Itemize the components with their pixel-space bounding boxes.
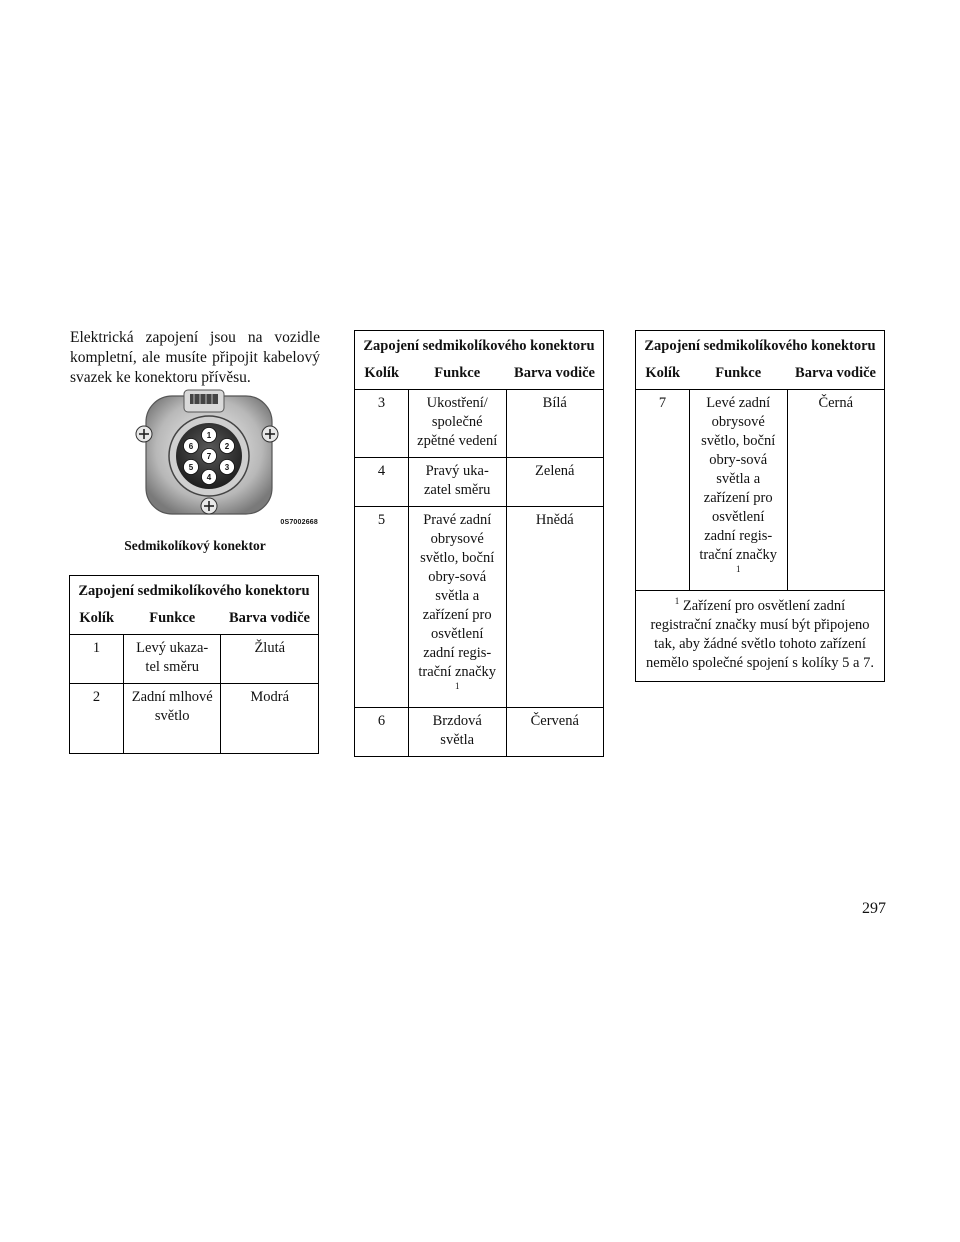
footnote-mark: 1 <box>674 596 680 606</box>
pin-label-5: 5 <box>188 463 194 472</box>
pin-number: 2 <box>70 684 124 754</box>
intro-paragraph: Elektrická zapojení jsou na vozidle kompletní, ale musíte připojit kabelový svazek ke konektoru přívěsu. <box>70 329 320 386</box>
pin-number: 3 <box>355 390 409 458</box>
table-row <box>355 507 604 708</box>
pin-number: 7 <box>658 395 667 411</box>
footnote-mark: 1 <box>454 681 460 691</box>
wire-color: Žlutá <box>221 635 319 684</box>
header-pin: Kolík <box>636 360 690 390</box>
table-title: Zapojení sedmikolíkového konektoru <box>363 338 595 354</box>
pin-label-6: 6 <box>188 442 194 451</box>
connector-figure <box>112 386 322 528</box>
pin-number: 4 <box>355 458 409 507</box>
pin-function: Ukostření/ společné zpětné vedení <box>408 390 506 458</box>
header-wire-color: Barva vodiče <box>787 360 884 390</box>
table-row <box>355 708 604 757</box>
header-function: Funkce <box>408 360 506 390</box>
table-title: Zapojení sedmikolíkového konektoru <box>644 338 876 354</box>
pin-function <box>408 507 506 708</box>
table-row <box>636 390 885 591</box>
pin-function <box>689 390 787 591</box>
pin-table-2 <box>354 330 604 757</box>
pin-table-1 <box>69 575 319 754</box>
seven-pin-connector-icon <box>132 388 302 522</box>
pin-label-7: 7 <box>206 452 212 461</box>
pin-function: Levý ukaza-tel směru <box>123 635 221 684</box>
table-footnote <box>636 591 885 682</box>
pin-function: Zadní mlhové světlo <box>123 684 221 754</box>
figure-code: 0S7002668 <box>280 519 318 526</box>
table-row <box>355 458 604 507</box>
pin-label-2: 2 <box>224 442 230 451</box>
pin-table-3 <box>635 330 885 682</box>
pin-function-text: Levé zadní obrysové světlo, boční obry-sová světla a zařízení pro osvětlení zadní regis-trační značky <box>699 395 778 563</box>
pin-number: 1 <box>70 635 124 684</box>
pin-number: 5 <box>355 507 409 708</box>
wire-color: Modrá <box>221 684 319 754</box>
pin-function: Pravý uka-zatel směru <box>408 458 506 507</box>
pin-label-1: 1 <box>206 431 212 440</box>
footnote-text: Zařízení pro osvětlení zadní registrační značky musí být připojeno tak, aby žádné světlo tohoto zařízení nemělo společné spojení s kolíky 5 a 7. <box>646 598 874 671</box>
pin-label-4: 4 <box>206 473 212 482</box>
header-function: Funkce <box>123 605 221 635</box>
footnote-mark: 1 <box>735 564 741 574</box>
table-row <box>355 390 604 458</box>
wire-color: Hnědá <box>506 507 603 708</box>
wire-color: Bílá <box>506 390 603 458</box>
pin-label-3: 3 <box>224 463 230 472</box>
wire-color: Zelená <box>506 458 603 507</box>
header-wire-color: Barva vodiče <box>221 605 319 635</box>
page-number: 297 <box>862 900 886 917</box>
table-row <box>70 635 319 684</box>
table-row <box>70 684 319 754</box>
table-title: Zapojení sedmikolíkového konektoru <box>78 583 310 599</box>
figure-caption: Sedmikolíkový konektor <box>124 538 266 553</box>
pin-function-text: Pravé zadní obrysové světlo, boční obry-sová světla a zařízení pro osvětlení zadní regis-trační značky <box>418 512 497 680</box>
header-function: Funkce <box>689 360 787 390</box>
pin-function: Brzdová světla <box>408 708 506 757</box>
header-pin: Kolík <box>70 605 124 635</box>
wire-color: Červená <box>506 708 603 757</box>
header-wire-color: Barva vodiče <box>506 360 603 390</box>
header-pin: Kolík <box>355 360 409 390</box>
wire-color: Černá <box>818 395 854 411</box>
pin-number: 6 <box>355 708 409 757</box>
